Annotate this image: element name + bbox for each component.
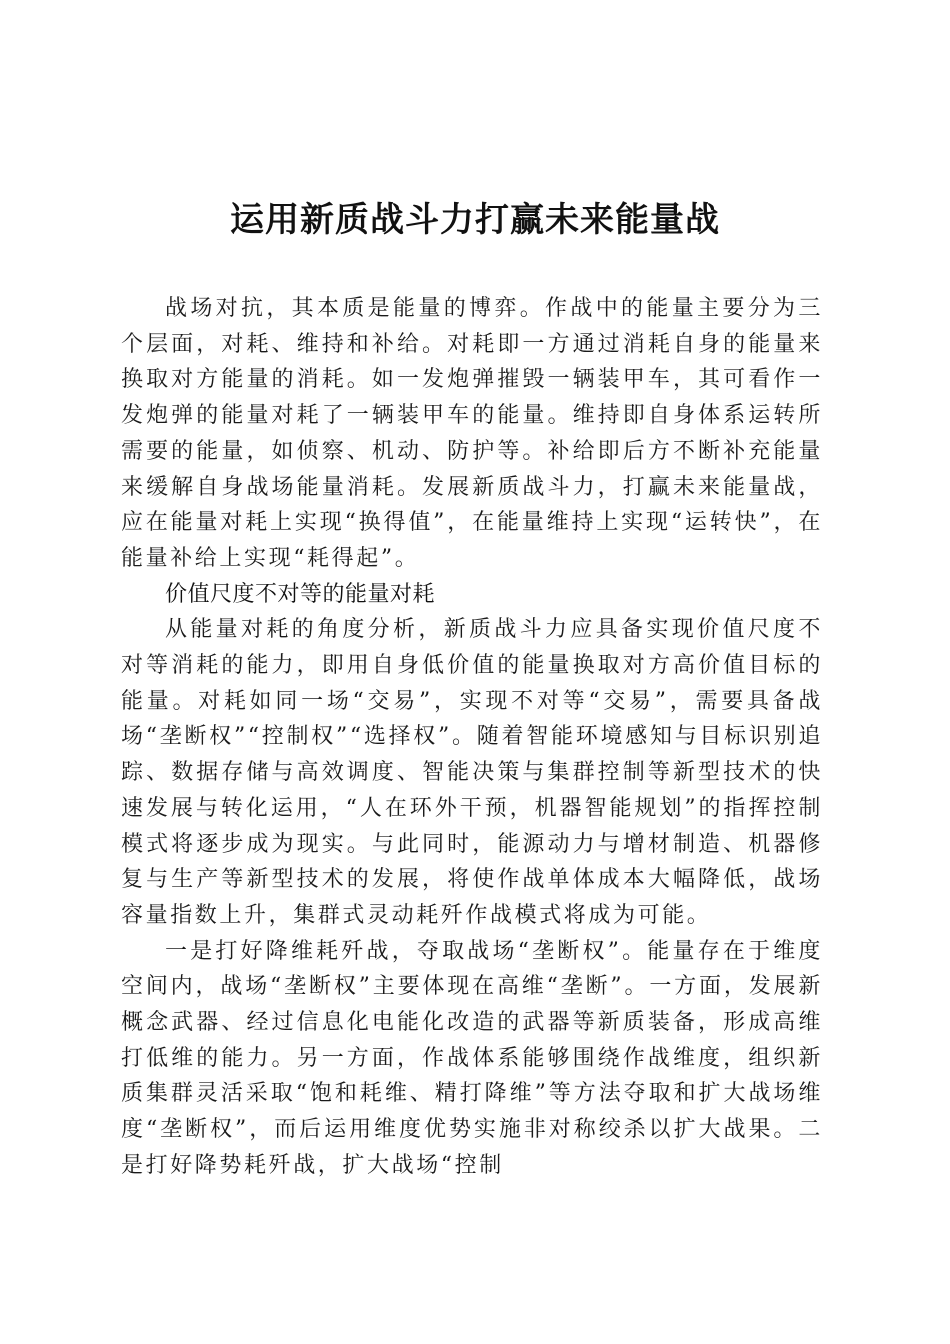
intro-paragraph: 战场对抗，其本质是能量的博弈。作战中的能量主要分为三个层面，对耗、维持和补给。对耗即一方通过消耗自身的能量来换取对方能量的消耗。如一发炮弹摧毁一辆装甲车，其可看作一发炮弹的能量对耗了一辆装甲车的能量。维持即自身体系运转所需要的能量，如侦察、机动、防护等。补给即后方不断补充能量来缓解自身战场能量消耗。发展新质战斗力，打赢未来能量战，应在能量对耗上实现“换得值”，在能量维持上实现“运转快”，在能量补给上实现“耗得起”。 xyxy=(121,296,823,571)
document-title: 运用新质战斗力打赢未来能量战 xyxy=(230,200,720,240)
section-heading: 价值尺度不对等的能量对耗 xyxy=(165,581,436,607)
document-body xyxy=(121,291,823,1184)
section-paragraph-1: 从能量对耗的角度分析，新质战斗力应具备实现价值尺度不对等消耗的能力，即用自身低价值的能量换取对方高价值目标的能量。对耗如同一场“交易”，实现不对等“交易”，需要具备战场“垄断权”“控制权”“选择权”。随着智能环境感知与目标识别追踪、数据存储与高效调度、智能决策与集群控制等新型技术的快速发展与转化运用，“人在环外干预，机器智能规划”的指挥控制模式将逐步成为现实。与此同时，能源动力与增材制造、机器修复与生产等新型技术的发展，将使作战单体成本大幅降低，战场容量指数上升，集群式灵动耗歼作战模式将成为可能。 xyxy=(121,617,823,928)
section-paragraph-2: 一是打好降维耗歼战，夺取战场“垄断权”。能量存在于维度空间内，战场“垄断权”主要体现在高维“垄断”。一方面，发展新概念武器、经过信息化电能化改造的武器等新质装备，形成高维打低维的能力。另一方面，作战体系能够围绕作战维度，组织新质集群灵活采取“饱和耗维、精打降维”等方法夺取和扩大战场维度“垄断权”，而后运用维度优势实施非对称绞杀以扩大战果。二是打好降势耗歼战，扩大战场“控制 xyxy=(121,938,823,1178)
